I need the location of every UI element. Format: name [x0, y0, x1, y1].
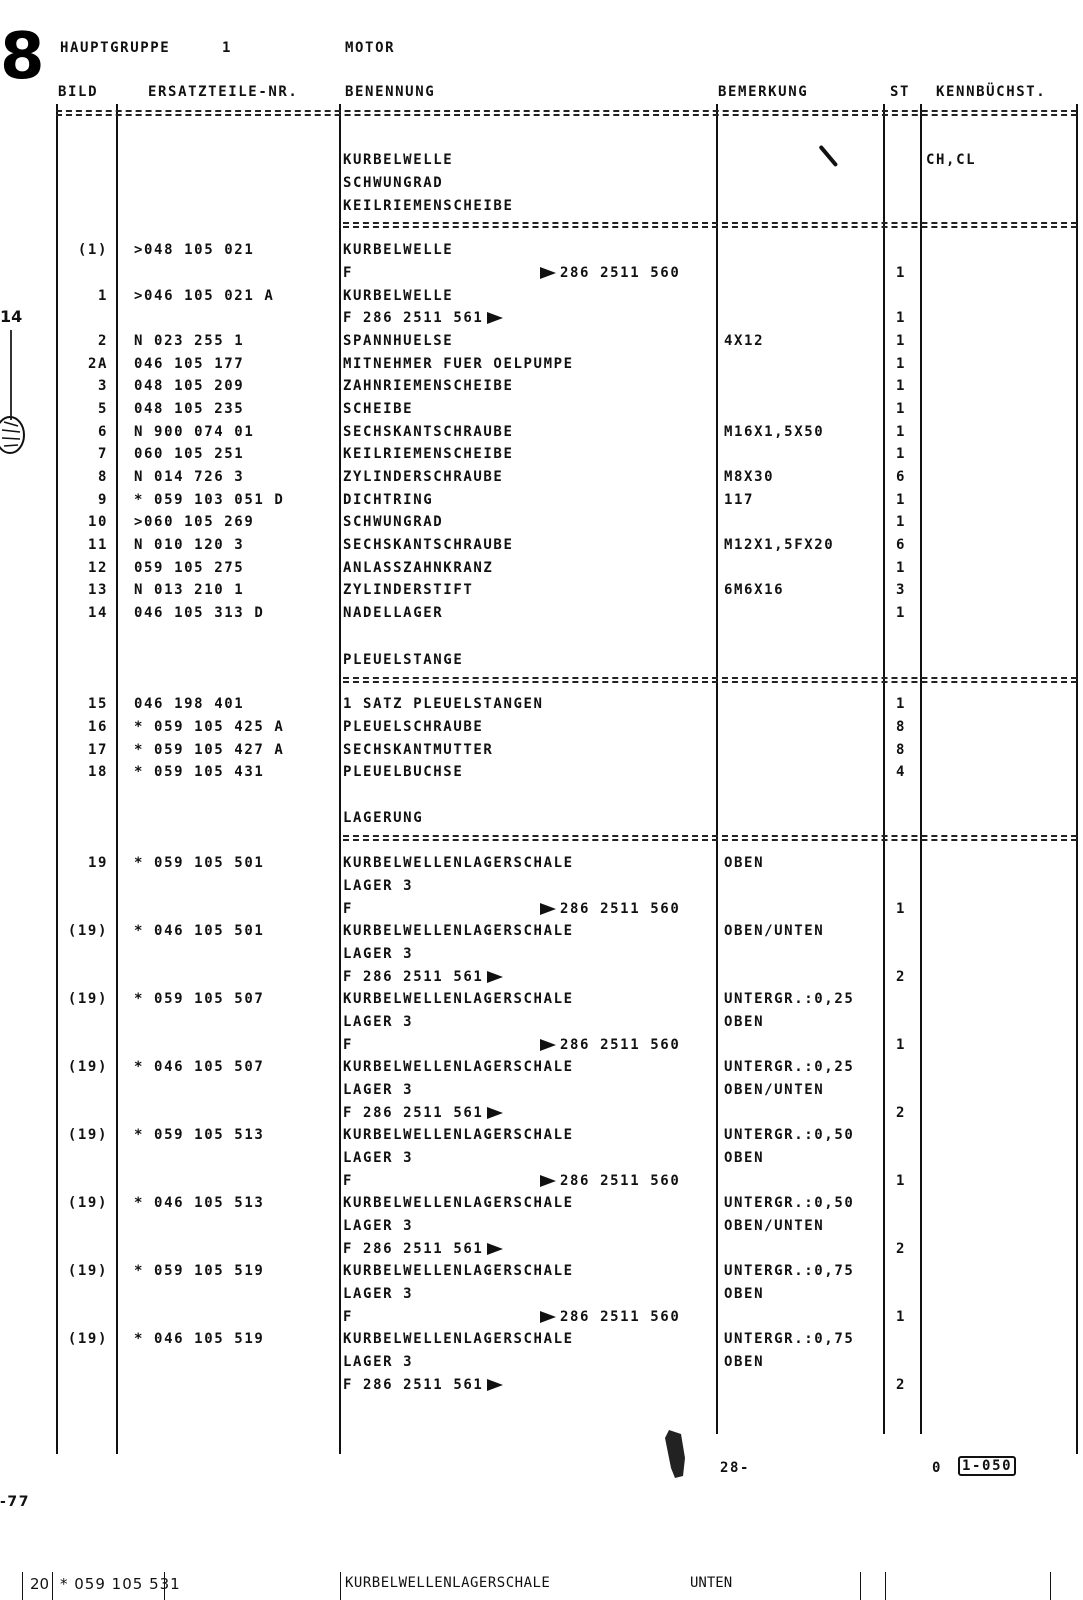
- reference-cell: [536, 901, 680, 917]
- bemerkung-cell: M8X30: [724, 469, 775, 485]
- benennung-cell: LAGER 3: [343, 1014, 414, 1030]
- reference-number: 286 2511 560: [560, 1309, 681, 1325]
- bemerkung-cell: OBEN/UNTEN: [724, 1218, 825, 1234]
- st-cell: 1: [895, 560, 907, 576]
- arrow-right-icon: [540, 1175, 556, 1187]
- st-cell: 1: [895, 492, 907, 508]
- bild-cell: 2: [97, 333, 108, 349]
- needle-bearing-icon: [0, 412, 28, 458]
- footer-left-marker: -77: [0, 1494, 31, 1510]
- bemerkung-cell: OBEN/UNTEN: [724, 923, 825, 939]
- benennung-cell: KURBELWELLE: [343, 242, 454, 258]
- bleed-rule: [52, 1572, 53, 1600]
- table-row[interactable]: [56, 719, 1077, 741]
- table-row[interactable]: [56, 265, 1077, 287]
- table-row[interactable]: [56, 1218, 1077, 1240]
- benennung-cell: KURBELWELLENLAGERSCHALE: [343, 1127, 574, 1143]
- table-row[interactable]: [56, 742, 1077, 764]
- pen-tick-mark: [818, 145, 838, 167]
- bild-cell: 5: [97, 401, 108, 417]
- table-row[interactable]: [56, 1150, 1077, 1172]
- bild-cell: 2A: [87, 356, 108, 372]
- bemerkung-cell: OBEN: [724, 1014, 765, 1030]
- benennung-cell: KURBELWELLENLAGERSCHALE: [343, 1263, 574, 1279]
- table-row[interactable]: [56, 401, 1077, 423]
- part-number-cell: 060 105 251: [134, 446, 245, 462]
- st-cell: 2: [895, 1377, 907, 1393]
- part-number-cell: N 014 726 3: [134, 469, 245, 485]
- table-row[interactable]: [56, 1127, 1077, 1149]
- bild-cell: 7: [97, 446, 108, 462]
- arrow-right-icon: [487, 1107, 503, 1119]
- bleed-rule: [22, 1572, 23, 1600]
- bemerkung-cell: UNTERGR.:0,75: [724, 1263, 855, 1279]
- section-separator-pleuelstange: [343, 677, 1077, 683]
- part-number-cell: * 059 103 051 D: [134, 492, 285, 508]
- table-row[interactable]: [56, 923, 1077, 945]
- benennung-cell: KURBELWELLENLAGERSCHALE: [343, 1331, 574, 1347]
- benennung-cell: PLEUELBUCHSE: [343, 764, 464, 780]
- st-cell: 1: [895, 1037, 907, 1053]
- table-row[interactable]: [56, 424, 1077, 446]
- reference-number: F 286 2511 561: [343, 969, 484, 985]
- table-row[interactable]: [56, 514, 1077, 536]
- reference-number: 286 2511 560: [560, 1173, 681, 1189]
- table-row[interactable]: [56, 1331, 1077, 1353]
- bemerkung-cell: UNTERGR.:0,25: [724, 991, 855, 1007]
- arrow-right-icon: [487, 1379, 503, 1391]
- benennung-cell: KURBELWELLENLAGERSCHALE: [343, 855, 574, 871]
- part-number-cell: N 010 120 3: [134, 537, 245, 553]
- bleed-rule: [1050, 1572, 1051, 1600]
- bild-cell: 16: [87, 719, 108, 735]
- benennung-cell: F: [343, 265, 354, 281]
- table-row[interactable]: [56, 333, 1077, 355]
- st-cell: 6: [895, 469, 907, 485]
- table-row[interactable]: [56, 878, 1077, 900]
- col-header-bild: BILD: [58, 84, 99, 100]
- benennung-cell: 1 SATZ PLEUELSTANGEN: [343, 696, 544, 712]
- header-separator: [56, 110, 1077, 116]
- benennung-cell: F: [343, 1173, 354, 1189]
- bleed-rule: [860, 1572, 861, 1600]
- st-cell: 1: [895, 514, 907, 530]
- benennung-cell: [343, 1377, 507, 1393]
- benennung-cell: F: [343, 1309, 354, 1325]
- benennung-cell: NADELLAGER: [343, 605, 444, 621]
- bemerkung-cell: M16X1,5X50: [724, 424, 825, 440]
- group-kennbuchst: CH,CL: [926, 152, 977, 168]
- bemerkung-cell: OBEN: [724, 855, 765, 871]
- part-number-cell: * 046 105 507: [134, 1059, 265, 1075]
- reference-number: F 286 2511 561: [343, 1105, 484, 1121]
- group-title-line-3: KEILRIEMENSCHEIBE: [343, 198, 514, 214]
- table-row[interactable]: [56, 696, 1077, 718]
- part-number-cell: * 059 105 431: [134, 764, 265, 780]
- benennung-cell: MITNEHMER FUER OELPUMPE: [343, 356, 574, 372]
- benennung-cell: KURBELWELLENLAGERSCHALE: [343, 1195, 574, 1211]
- reference-number: F 286 2511 561: [343, 1377, 484, 1393]
- side-callout-number: 14: [0, 307, 23, 326]
- st-cell: 2: [895, 969, 907, 985]
- benennung-cell: LAGER 3: [343, 1082, 414, 1098]
- table-row[interactable]: [56, 605, 1077, 627]
- st-cell: 2: [895, 1105, 907, 1121]
- bild-cell: 14: [87, 605, 108, 621]
- footer-code: 1-050: [958, 1456, 1016, 1476]
- pen-smudge-mark: [663, 1428, 689, 1480]
- bemerkung-cell: 4X12: [724, 333, 765, 349]
- part-number-cell: >060 105 269: [134, 514, 255, 530]
- bild-cell: (19): [67, 1059, 108, 1075]
- arrow-right-icon: [540, 267, 556, 279]
- table-row[interactable]: [56, 1082, 1077, 1104]
- bemerkung-cell: UNTERGR.:0,50: [724, 1127, 855, 1143]
- benennung-cell: F: [343, 901, 354, 917]
- part-number-cell: >048 105 021: [134, 242, 255, 258]
- benennung-cell: [343, 1241, 507, 1257]
- part-number-cell: * 059 105 513: [134, 1127, 265, 1143]
- reference-number: 286 2511 560: [560, 1037, 681, 1053]
- bild-cell: 18: [87, 764, 108, 780]
- st-cell: 8: [895, 719, 907, 735]
- benennung-cell: SCHWUNGRAD: [343, 514, 444, 530]
- bemerkung-cell: OBEN: [724, 1150, 765, 1166]
- benennung-cell: LAGER 3: [343, 1354, 414, 1370]
- part-number-cell: 048 105 235: [134, 401, 245, 417]
- callout-leader-line: [10, 330, 12, 420]
- bild-cell: 3: [97, 378, 108, 394]
- reference-cell: [536, 1173, 680, 1189]
- bild-cell: (19): [67, 1331, 108, 1347]
- bemerkung-cell: M12X1,5FX20: [724, 537, 835, 553]
- arrow-right-icon: [487, 971, 503, 983]
- table-row[interactable]: [56, 901, 1077, 923]
- table-row[interactable]: [56, 1173, 1077, 1195]
- bemerkung-cell: 117: [724, 492, 755, 508]
- st-cell: 1: [895, 356, 907, 372]
- reference-number: 286 2511 560: [560, 265, 681, 281]
- table-row[interactable]: [56, 969, 1077, 991]
- bild-cell: 17: [87, 742, 108, 758]
- table-row[interactable]: [56, 1286, 1077, 1308]
- bleed-part-number: * 059 105 531: [60, 1575, 181, 1593]
- col-header-kennbuchst: KENNBÜCHST.: [936, 84, 1047, 100]
- bild-cell: 8: [97, 469, 108, 485]
- table-row[interactable]: [56, 537, 1077, 559]
- st-cell: 1: [895, 401, 907, 417]
- bild-cell: 6: [97, 424, 108, 440]
- benennung-cell: LAGER 3: [343, 878, 414, 894]
- footer-code-box: [958, 1458, 1016, 1474]
- table-row[interactable]: [56, 1014, 1077, 1036]
- table-row[interactable]: [56, 764, 1077, 786]
- benennung-cell: LAGER 3: [343, 946, 414, 962]
- st-cell: 3: [895, 582, 907, 598]
- arrow-right-icon: [487, 312, 503, 324]
- st-cell: 1: [895, 333, 907, 349]
- bemerkung-cell: UNTERGR.:0,50: [724, 1195, 855, 1211]
- benennung-cell: KURBELWELLENLAGERSCHALE: [343, 923, 574, 939]
- part-number-cell: * 059 105 425 A: [134, 719, 285, 735]
- bleed-benennung: KURBELWELLENLAGERSCHALE: [345, 1575, 551, 1591]
- bild-cell: 12: [87, 560, 108, 576]
- benennung-cell: [343, 969, 507, 985]
- st-cell: 1: [895, 1309, 907, 1325]
- bild-cell: 19: [87, 855, 108, 871]
- section-number: 8: [0, 20, 45, 94]
- hauptgruppe-name: MOTOR: [345, 40, 396, 56]
- table-row[interactable]: [56, 582, 1077, 604]
- bleed-rule: [340, 1572, 341, 1600]
- bemerkung-cell: 6M6X16: [724, 582, 785, 598]
- table-row[interactable]: [56, 1037, 1077, 1059]
- st-cell: 1: [895, 696, 907, 712]
- benennung-cell: SCHEIBE: [343, 401, 414, 417]
- part-number-cell: * 046 105 513: [134, 1195, 265, 1211]
- benennung-cell: LAGER 3: [343, 1150, 414, 1166]
- bild-cell: 13: [87, 582, 108, 598]
- bild-cell: 1: [97, 288, 108, 304]
- table-row[interactable]: [56, 1195, 1077, 1217]
- benennung-cell: ZAHNRIEMENSCHEIBE: [343, 378, 514, 394]
- part-number-cell: 048 105 209: [134, 378, 245, 394]
- table-row[interactable]: [56, 288, 1077, 310]
- st-cell: 6: [895, 537, 907, 553]
- bleed-bemerkung: UNTEN: [690, 1575, 733, 1591]
- reference-number: F 286 2511 561: [343, 310, 484, 326]
- bemerkung-cell: OBEN: [724, 1286, 765, 1302]
- section-separator-lagerung: [343, 835, 1077, 841]
- footer-code-prefix: 0: [932, 1460, 943, 1476]
- benennung-cell: KURBELWELLENLAGERSCHALE: [343, 1059, 574, 1075]
- arrow-right-icon: [487, 1243, 503, 1255]
- benennung-cell: LAGER 3: [343, 1218, 414, 1234]
- table-row[interactable]: [56, 1059, 1077, 1081]
- bild-cell: (19): [67, 923, 108, 939]
- benennung-cell: ZYLINDERSTIFT: [343, 582, 474, 598]
- table-row[interactable]: [56, 855, 1077, 877]
- arrow-right-icon: [540, 1311, 556, 1323]
- table-row[interactable]: [56, 946, 1077, 968]
- group-separator: [343, 222, 1077, 228]
- part-number-cell: * 046 105 519: [134, 1331, 265, 1347]
- benennung-cell: [343, 310, 507, 326]
- st-cell: 2: [895, 1241, 907, 1257]
- part-number-cell: 046 105 313 D: [134, 605, 265, 621]
- st-cell: 1: [895, 265, 907, 281]
- part-number-cell: 046 198 401: [134, 696, 245, 712]
- table-row[interactable]: [56, 1309, 1077, 1331]
- hauptgruppe-label: HAUPTGRUPPE: [60, 40, 171, 56]
- bild-cell: 10: [87, 514, 108, 530]
- benennung-cell: ANLASSZAHNKRANZ: [343, 560, 494, 576]
- table-row[interactable]: [56, 356, 1077, 378]
- section-title-lagerung: LAGERUNG: [343, 810, 424, 826]
- st-cell: 1: [895, 605, 907, 621]
- group-title-line-1: KURBELWELLE: [343, 152, 454, 168]
- part-number-cell: * 046 105 501: [134, 923, 265, 939]
- bemerkung-cell: OBEN: [724, 1354, 765, 1370]
- table-row[interactable]: [56, 1241, 1077, 1263]
- part-number-cell: N 900 074 01: [134, 424, 255, 440]
- table-row[interactable]: [56, 991, 1077, 1013]
- reference-cell: [536, 265, 680, 281]
- benennung-cell: KEILRIEMENSCHEIBE: [343, 446, 514, 462]
- benennung-cell: PLEUELSCHRAUBE: [343, 719, 484, 735]
- part-number-cell: 046 105 177: [134, 356, 245, 372]
- hauptgruppe-number: 1: [222, 40, 233, 56]
- st-cell: 1: [895, 424, 907, 440]
- col-header-st: ST: [890, 84, 911, 100]
- bleed-rule: [885, 1572, 886, 1600]
- st-cell: 1: [895, 310, 907, 326]
- reference-number: 286 2511 560: [560, 901, 681, 917]
- arrow-right-icon: [540, 903, 556, 915]
- table-row[interactable]: [56, 242, 1077, 264]
- benennung-cell: SPANNHUELSE: [343, 333, 454, 349]
- table-row[interactable]: [56, 1377, 1077, 1399]
- table-row[interactable]: [56, 560, 1077, 582]
- table-row[interactable]: [56, 378, 1077, 400]
- footer-page-number: 28-: [720, 1460, 751, 1476]
- benennung-cell: KURBELWELLE: [343, 288, 454, 304]
- bild-cell: (19): [67, 991, 108, 1007]
- table-row[interactable]: [56, 446, 1077, 468]
- benennung-cell: ZYLINDERSCHRAUBE: [343, 469, 504, 485]
- bild-cell: (19): [67, 1127, 108, 1143]
- st-cell: 1: [895, 1173, 907, 1189]
- part-number-cell: 059 105 275: [134, 560, 245, 576]
- benennung-cell: DICHTRING: [343, 492, 434, 508]
- benennung-cell: SECHSKANTSCHRAUBE: [343, 537, 514, 553]
- reference-cell: [536, 1309, 680, 1325]
- bild-cell: (19): [67, 1195, 108, 1211]
- table-row[interactable]: [56, 1354, 1077, 1376]
- bild-cell: (19): [67, 1263, 108, 1279]
- table-row[interactable]: [56, 492, 1077, 514]
- benennung-cell: SECHSKANTSCHRAUBE: [343, 424, 514, 440]
- bild-cell: 11: [87, 537, 108, 553]
- col-header-bemerkung: BEMERKUNG: [718, 84, 809, 100]
- reference-cell: [536, 1037, 680, 1053]
- bemerkung-cell: UNTERGR.:0,75: [724, 1331, 855, 1347]
- benennung-cell: F: [343, 1037, 354, 1053]
- bemerkung-cell: OBEN/UNTEN: [724, 1082, 825, 1098]
- benennung-cell: LAGER 3: [343, 1286, 414, 1302]
- section-title-pleuelstange: PLEUELSTANGE: [343, 652, 464, 668]
- part-number-cell: N 023 255 1: [134, 333, 245, 349]
- st-cell: 8: [895, 742, 907, 758]
- benennung-cell: SECHSKANTMUTTER: [343, 742, 494, 758]
- part-number-cell: * 059 105 501: [134, 855, 265, 871]
- st-cell: 1: [895, 901, 907, 917]
- benennung-cell: KURBELWELLENLAGERSCHALE: [343, 991, 574, 1007]
- part-number-cell: * 059 105 519: [134, 1263, 265, 1279]
- part-number-cell: * 059 105 507: [134, 991, 265, 1007]
- table-row[interactable]: [56, 1105, 1077, 1127]
- col-header-benennung: BENENNUNG: [345, 84, 436, 100]
- bild-cell: (1): [77, 242, 108, 258]
- table-row[interactable]: [56, 310, 1077, 332]
- bemerkung-cell: UNTERGR.:0,25: [724, 1059, 855, 1075]
- bleed-bild: 20: [30, 1575, 50, 1593]
- part-number-cell: * 059 105 427 A: [134, 742, 285, 758]
- arrow-right-icon: [540, 1039, 556, 1051]
- table-row[interactable]: [56, 469, 1077, 491]
- st-cell: 4: [895, 764, 907, 780]
- reference-number: F 286 2511 561: [343, 1241, 484, 1257]
- col-header-ersatzteile-nr: ERSATZTEILE-NR.: [148, 84, 299, 100]
- part-number-cell: N 013 210 1: [134, 582, 245, 598]
- bild-cell: 9: [97, 492, 108, 508]
- group-title-line-2: SCHWUNGRAD: [343, 175, 444, 191]
- table-row[interactable]: [56, 1263, 1077, 1285]
- st-cell: 1: [895, 378, 907, 394]
- part-number-cell: >046 105 021 A: [134, 288, 275, 304]
- bild-cell: 15: [87, 696, 108, 712]
- benennung-cell: [343, 1105, 507, 1121]
- st-cell: 1: [895, 446, 907, 462]
